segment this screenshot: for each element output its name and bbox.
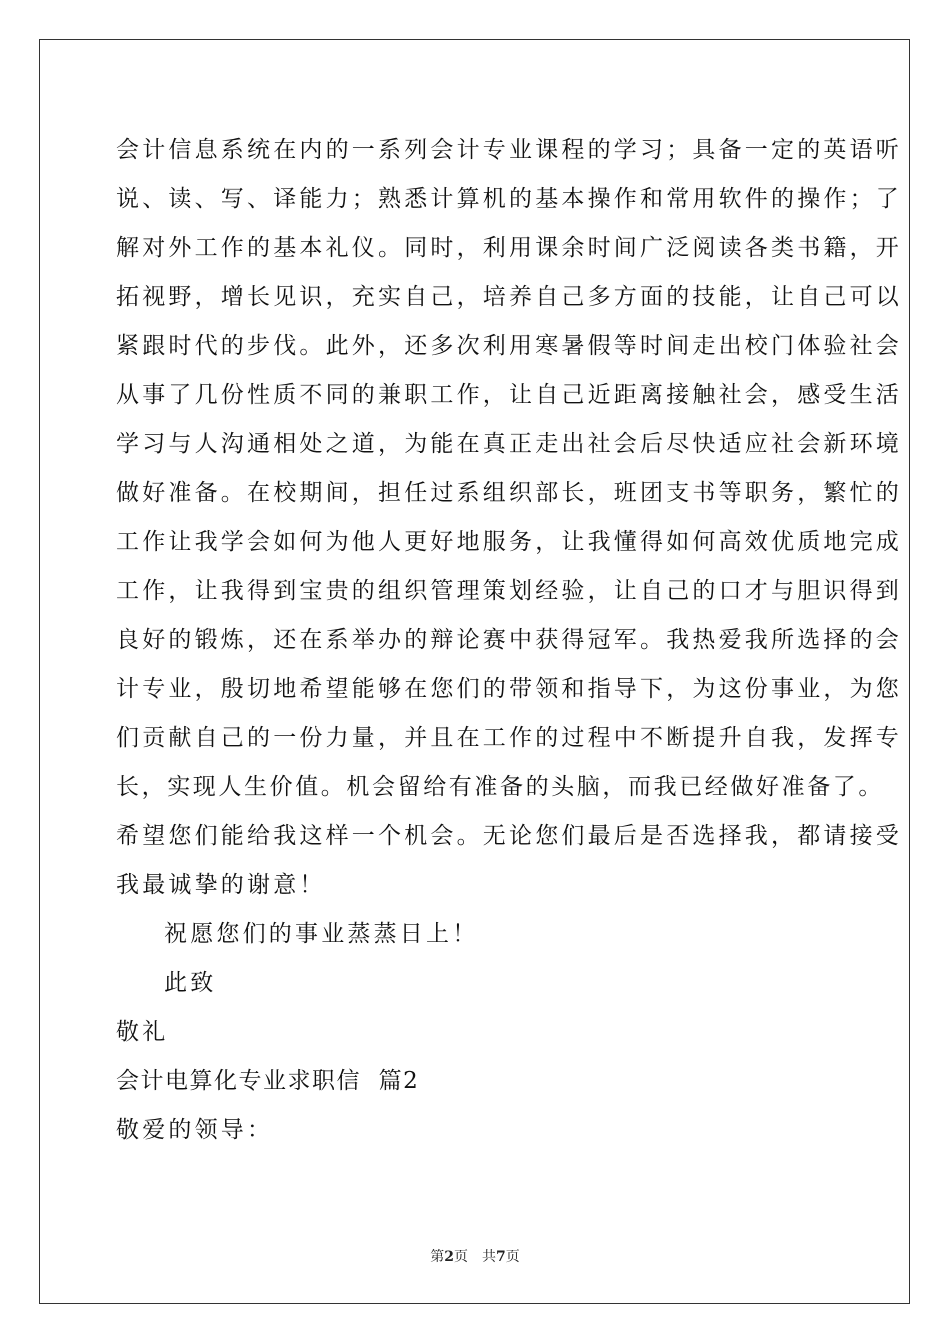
body-line: 工作，让我得到宝贵的组织管理策划经验，让自己的口才与胆识得到 xyxy=(116,578,902,604)
body-line: 学习与人沟通相处之道，为能在真正走出社会后尽快适应社会新环境 xyxy=(116,431,902,457)
page-prefix: 第 xyxy=(430,1249,445,1265)
wish-line: 祝愿您们的事业蒸蒸日上！ xyxy=(164,921,479,947)
body-line: 说、读、写、译能力；熟悉计算机的基本操作和常用软件的操作；了 xyxy=(116,186,902,212)
total-suffix: 页 xyxy=(505,1249,520,1265)
body-line: 拓视野，增长见识，充实自己，培养自己多方面的技能，让自己可以 xyxy=(116,284,902,310)
body-line: 计专业，殷切地希望能够在您们的带领和指导下，为这份事业，为您 xyxy=(116,676,902,702)
body-line: 从事了几份性质不同的兼职工作，让自己近距离接触社会，感受生活 xyxy=(116,382,902,408)
body-line: 希望您们能给我这样一个机会。无论您们最后是否选择我，都请接受 xyxy=(116,823,902,849)
body-line: 紧跟时代的步伐。此外，还多次利用寒暑假等时间走出校门体验社会 xyxy=(116,333,902,359)
page-footer xyxy=(0,1246,950,1266)
body-line: 工作让我学会如何为他人更好地服务，让我懂得如何高效优质地完成 xyxy=(116,529,902,555)
body-line: 良好的锻炼，还在系举办的辩论赛中获得冠军。我热爱我所选择的会 xyxy=(116,627,902,653)
body-line: 我最诚挚的谢意！ xyxy=(116,872,326,898)
body-line: 解对外工作的基本礼仪。同时，利用课余时间广泛阅读各类书籍，开 xyxy=(116,235,902,261)
body-line: 做好准备。在校期间，担任过系组织部长，班团支书等职务，繁忙的 xyxy=(116,480,902,506)
closing-salute: 此致 xyxy=(164,970,217,996)
body-line: 会计信息系统在内的一系列会计专业课程的学习；具备一定的英语听 xyxy=(116,137,902,163)
body-line: 们贡献自己的一份力量，并且在工作的过程中不断提升自我，发挥专 xyxy=(116,725,902,751)
salutation: 敬爱的领导： xyxy=(116,1117,274,1143)
page-suffix: 页 xyxy=(454,1249,468,1265)
body-line: 长，实现人生价值。机会留给有准备的头脑，而我已经做好准备了。 xyxy=(116,774,884,800)
closing-regards: 敬礼 xyxy=(116,1019,169,1045)
total-prefix: 共 xyxy=(482,1249,496,1265)
letter-body xyxy=(116,126,902,1155)
page-current: 2 xyxy=(444,1249,454,1265)
page-total: 7 xyxy=(496,1249,506,1265)
section-title: 会计电算化专业求职信 篇2 xyxy=(116,1068,420,1094)
